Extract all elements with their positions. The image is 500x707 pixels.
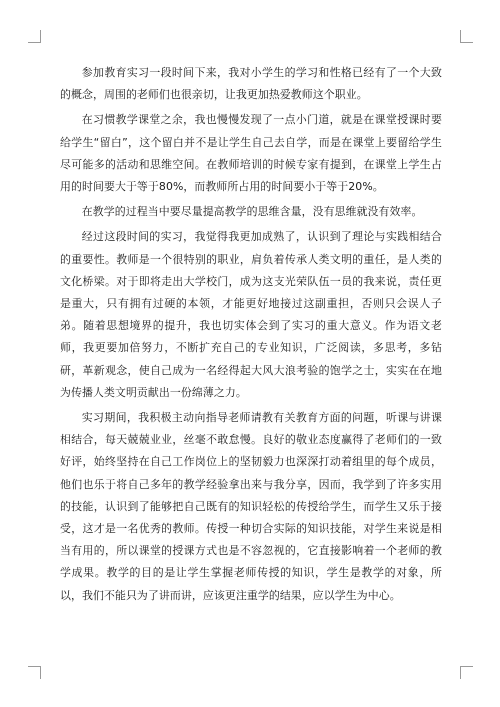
- crop-mark-bottom-right: [460, 666, 473, 679]
- paragraph-1: 参加教育实习一段时间下来，我对小学生的学习和性格已经有了一个大致的概念，周围的老师们也很亲切，让我更加热爱教师这个职业。: [60, 66, 442, 102]
- paragraph-2: 在习惯教学课堂之余，我也慢慢发现了一点小门道，就是在课堂授课时要给学生“留白”，这个留白并不是让学生自己去自学，而是在课堂上要留给学生尽可能多的活动和思维空间。在教师培训的时候专家有提到，在课堂上学生占用的时间要大于等于80%，而教师所占用的时间要小于等于20%。: [60, 113, 442, 194]
- document-body: [60, 62, 442, 610]
- crop-mark-top-right: [460, 30, 473, 43]
- paragraph-3: 在教学的过程当中要尽量提高教学的思维含量，没有思维就没有效率。: [81, 205, 423, 219]
- crop-mark-bottom-left: [28, 666, 41, 679]
- paragraph-5: 实习期间，我积极主动向指导老师请教有关教育方面的问题，听课与讲课相结合，每天兢兢业业，丝毫不敢怠慢。良好的敬业态度赢得了老师们的一致好评，始终坚持在自己工作岗位上的坚韧毅力也深深打动着组里的每个成员，他们也乐于将自己多年的教学经验拿出来与我分享，因而，我学到了许多实用的技能，认识到了能够把自己既有的知识轻松的传授给学生，而学生又乐于接受，这才是一名优秀的教师。传授一种切合实际的知识技能，对学生来说是相当有用的，所以课堂的授课方式也是不容忽视的，它直接影响着一个老师的教学成果。教学的目的是让学生掌握老师传授的知识，学生是教学的对象，所以，我们不能只为了讲而讲，应该更注重学的结果，应以学生为中心。: [60, 411, 442, 602]
- crop-mark-top-left: [28, 30, 41, 43]
- paragraph-4: 经过这段时间的实习，我觉得我更加成熟了，认识到了理论与实践相结合的重要性。教师是一个很特别的职业，肩负着传承人类文明的重任，是人类的文化桥梁。对于即将走出大学校门，成为这支光荣队伍一员的我来说，责任更是重大，只有拥有过硬的本领，才能更好地接过这副重担，否则只会误人子弟。随着思想境界的提升，我也切实体会到了实习的重大意义。作为语文老师，我更要加倍努力，不断扩充自己的专业知识，广泛阅读，多思考，多钻研，革新观念，使自己成为一名经得起大风大浪考验的饱学之士，实实在在地为传播人类文明贡献出一份绵薄之力。: [60, 230, 442, 399]
